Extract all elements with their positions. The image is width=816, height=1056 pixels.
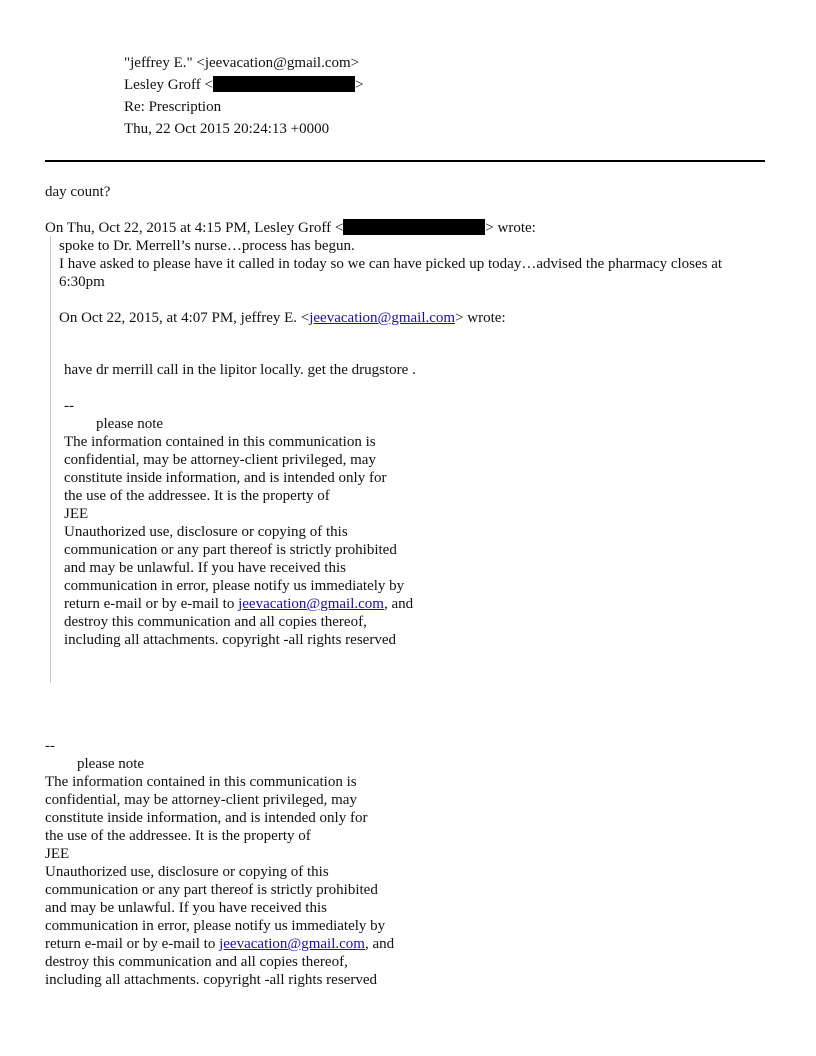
sig-line: and may be unlawful. If you have received this [64, 560, 346, 576]
sig-line: confidential, may be attorney-client privileged, may [64, 452, 376, 468]
sig-line: including all attachments. copyright -all rights reserved [45, 972, 377, 988]
quote-bar [50, 236, 51, 683]
sig-line: Unauthorized use, disclosure or copying of this [64, 524, 348, 540]
quote2-body: have dr merrill call in the lipitor locally. get the drugstore . [64, 362, 416, 378]
sig-line: JEE [64, 506, 89, 522]
sig-return-after: , and [383, 596, 414, 612]
quote2-email-link[interactable]: jeevacation@gmail.com [309, 310, 456, 326]
sig-dashes: -- [64, 398, 74, 414]
sig-note: please note [96, 416, 164, 432]
sig-email-link[interactable]: jeevacation@gmail.com [219, 936, 365, 952]
to-close: > [355, 77, 364, 93]
sig-line: communication or any part thereof is strictly prohibited [64, 542, 397, 558]
sig-return-before: return e-mail or by e-mail to [64, 596, 239, 612]
sig-line: including all attachments. copyright -all rights reserved [64, 632, 396, 648]
quote2-intro-before: On Oct 22, 2015, at 4:07 PM, jeffrey E. < [59, 310, 310, 326]
quote1-intro-before: On Thu, Oct 22, 2015 at 4:15 PM, Lesley Groff < [45, 220, 344, 236]
redaction-box [343, 219, 485, 235]
sig-line: confidential, may be attorney-client privileged, may [45, 792, 357, 808]
sig-line: The information contained in this communication is [45, 774, 357, 790]
sig-line: and may be unlawful. If you have received this [45, 900, 327, 916]
sig-return-before: return e-mail or by e-mail to [45, 936, 220, 952]
sig-line: the use of the addressee. It is the property of [64, 488, 330, 504]
sig-line: constitute inside information, and is intended only for [45, 810, 368, 826]
date-value: Thu, 22 Oct 2015 20:24:13 +0000 [124, 121, 330, 137]
sig-line: communication or any part thereof is strictly prohibited [45, 882, 378, 898]
sig-dashes: -- [45, 738, 55, 754]
quote1-intro-after: > wrote: [485, 220, 536, 236]
quote1-line2: I have asked to please have it called in today so we can have picked up today…advised the pharmacy closes at [59, 256, 723, 272]
from-value: "jeffrey E." <jeevacation@gmail.com> [124, 55, 360, 71]
subject-value: Re: Prescription [124, 99, 222, 115]
to-name: Lesley Groff < [124, 77, 213, 93]
quote1-intro [45, 219, 536, 237]
to-value [124, 74, 363, 96]
quote1-line1: spoke to Dr. Merrell’s nurse…process has begun. [59, 238, 355, 254]
sig-line: Unauthorized use, disclosure or copying of this [45, 864, 329, 880]
sig-line: JEE [45, 846, 70, 862]
header-divider [45, 160, 765, 162]
sig-line: the use of the addressee. It is the property of [45, 828, 311, 844]
sig-return-after: , and [364, 936, 395, 952]
sig-return-line [45, 935, 394, 953]
sig-note: please note [77, 756, 145, 772]
redaction-box [213, 76, 355, 92]
quote2-intro-after: > wrote: [455, 310, 506, 326]
quote1-line3: 6:30pm [59, 274, 105, 290]
sig-line: destroy this communication and all copies thereof, [64, 614, 367, 630]
sig-line: communication in error, please notify us immediately by [45, 918, 386, 934]
sig-line: The information contained in this communication is [64, 434, 376, 450]
sig-return-line [64, 595, 413, 613]
sig-line: communication in error, please notify us immediately by [64, 578, 405, 594]
reply-text: day count? [45, 184, 111, 200]
sig-line: constitute inside information, and is intended only for [64, 470, 387, 486]
sig-email-link[interactable]: jeevacation@gmail.com [238, 596, 384, 612]
sig-line: destroy this communication and all copies thereof, [45, 954, 348, 970]
quote2-intro [59, 309, 506, 327]
